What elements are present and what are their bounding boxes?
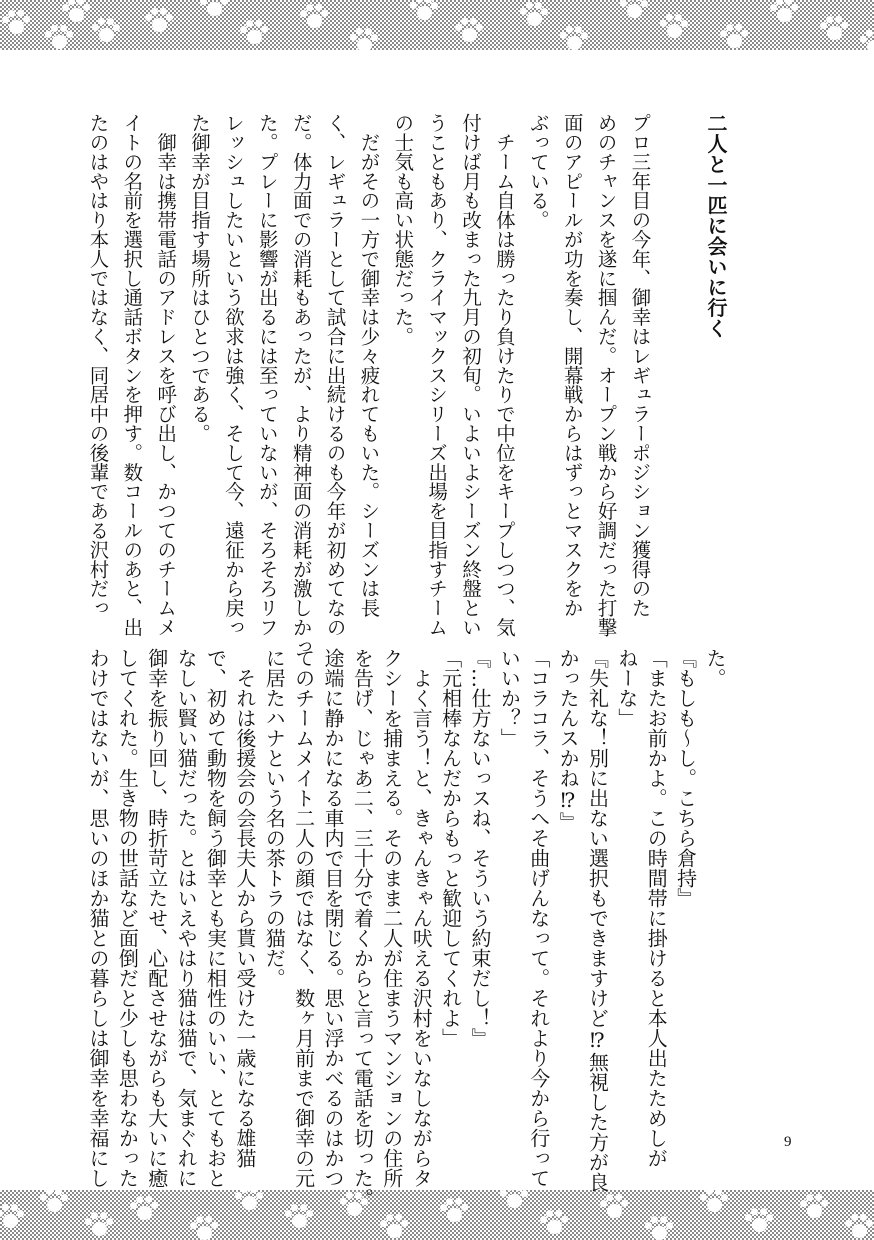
paw-print-icon [200, 0, 226, 18]
paw-print-icon [130, 1196, 156, 1222]
top-paw-border [0, 0, 874, 50]
text-column: だ。体力面での消耗もあったが、より精神面の消耗が激しかっ [289, 113, 313, 657]
text-column: 御幸は携帯電話のアドレスを呼び出し、かつてのチームメ [154, 113, 178, 637]
paw-print-icon [285, 1204, 311, 1230]
paw-print-icon [0, 1204, 22, 1230]
paw-print-icon [350, 28, 376, 50]
text-column: ねーな」 [614, 648, 639, 728]
bottom-paw-border [0, 1190, 874, 1240]
text-column: 途端に静かになる車内で目を閉じる。思い浮かべるのはかつ [321, 648, 346, 1188]
paw-print-icon [540, 1210, 566, 1236]
text-column: く、レギュラーとして試合に出続けるのも今年が初めてなの [323, 113, 347, 637]
text-column: 面のアピールが功を奏し、開幕戦からはずっとマスクをか [560, 113, 584, 618]
paw-print-icon [520, 2, 546, 28]
paw-print-icon [600, 1194, 626, 1220]
text-column: めのチャンスを遂に掴んだ。オープン戦から好調だった打撃 [594, 113, 618, 637]
text-column: 「元相棒なんだからもっと歓迎してくれよ」 [438, 648, 463, 1048]
text-column: 「またお前かよ。この時間帯に掛けると本人出たためしが [644, 648, 669, 1168]
paw-print-icon [2, 10, 28, 36]
paw-print-icon [620, 0, 646, 20]
paw-print-icon [720, 24, 746, 50]
paw-print-icon [92, 18, 118, 44]
paw-print-icon [660, 14, 686, 40]
page-number: 9 [784, 1134, 792, 1150]
text-column: わけではないが、思いのほか猫との暮らしは御幸を幸福にし [86, 648, 110, 1188]
text-column: た。 [703, 648, 727, 688]
paw-print-icon [235, 1190, 261, 1212]
text-column: 御幸を振り回し、時折苛立たせ、心配させながらも大いに癒 [144, 648, 169, 1188]
paw-print-icon [645, 1216, 671, 1240]
paw-print-icon [240, 20, 266, 46]
paw-print-icon [560, 26, 586, 50]
text-column: クシーを捕まえる。そのまま二人が住まうマンションの住所 [379, 648, 404, 1188]
text-column: の士気も高い状態だった。 [391, 113, 415, 346]
paw-print-icon [745, 1208, 771, 1234]
text-column: 『もしも～し。こちら倉持』 [673, 648, 698, 908]
paw-print-icon [45, 25, 71, 50]
paw-print-icon [145, 8, 171, 34]
text-column: プロ三年目の今年、御幸はレギュラーポジション獲得のた [628, 113, 652, 618]
paw-print-icon [190, 1216, 216, 1240]
chapter-title: 二人と一匹に会いに行く [704, 113, 728, 339]
paw-print-icon [700, 1190, 726, 1214]
paw-print-icon [770, 0, 796, 24]
paw-print-icon [440, 1198, 466, 1224]
text-column: よく言う！と、きゃんきゃん吠える沢村をいなしながらタ [409, 648, 434, 1188]
text-column: 『失礼な！別に出ない選択もできますけど⁉無視した方が良 [585, 648, 610, 1192]
text-column: レッシュしたいという欲求は強く、そして今、遠征から戻っ [221, 113, 245, 637]
text-column: うこともあり、クライマックスシリーズ出場を目指すチーム [425, 113, 449, 637]
text-column: 付けば月も改まった九月の初旬。いよいよシーズン終盤とい [459, 113, 483, 637]
text-column: たのはやはり本人ではなく、同居中の後輩である沢村だっ [86, 113, 110, 618]
text-column: た御幸が目指す場所はひとつである。 [188, 113, 212, 443]
text-column: チーム自体は勝ったり負けたりで中位をキープしつつ、気 [492, 113, 516, 637]
text-column: かったんスかね⁉』 [556, 648, 581, 832]
paw-print-icon [40, 1190, 66, 1214]
paw-print-icon [62, 0, 88, 24]
paw-print-icon [860, 30, 874, 50]
text-column: イトの名前を選択し通話ボタンを押す。数コールのあと、出 [120, 113, 144, 637]
paw-print-icon [410, 0, 436, 22]
paw-print-icon [800, 1194, 826, 1220]
paw-print-icon [300, 4, 326, 30]
paw-print-icon [820, 16, 846, 42]
text-column: それは後援会の会長夫人から貰い受けた一歳になる雄猫 [232, 648, 257, 1168]
text-column: してくれた。生き物の世話など面倒だと少しも思わなかった [115, 648, 140, 1188]
text-column: 『…仕方ないっスね、そういう約束だし！』 [467, 648, 492, 1048]
text-column: を告げ、じゃあ二、三十分で着くからと言って電話を切った。 [350, 648, 375, 1208]
text-column: いいか？」 [497, 648, 522, 748]
paw-print-icon [85, 1212, 111, 1238]
paw-print-icon [380, 1214, 406, 1240]
paw-print-icon [845, 1214, 871, 1240]
text-column: だがその一方で御幸は少々疲れてもいた。シーズンは長 [357, 113, 381, 618]
text-column: なしい賢い猫だった。とはいえやはり猫は猫で、気まぐれに [174, 648, 199, 1188]
paw-print-icon [455, 18, 481, 44]
text-column: に居たハナという名の茶トラの猫だ。 [262, 648, 287, 988]
text-column: ぶっている。 [526, 113, 550, 230]
text-column: てのチームメイト二人の顔ではなく、数ヶ月前まで御幸の元 [291, 648, 316, 1188]
paw-print-icon [500, 1190, 526, 1210]
text-column: で、初めて動物を飼う御幸とも実に相性のいい、とてもおと [203, 648, 228, 1188]
text-column: 「コラコラ、そうへそ曲げんなって。それより今から行って [526, 648, 551, 1188]
text-column: た。プレーに影響が出るには至っていないが、そろそろリフ [255, 113, 279, 637]
